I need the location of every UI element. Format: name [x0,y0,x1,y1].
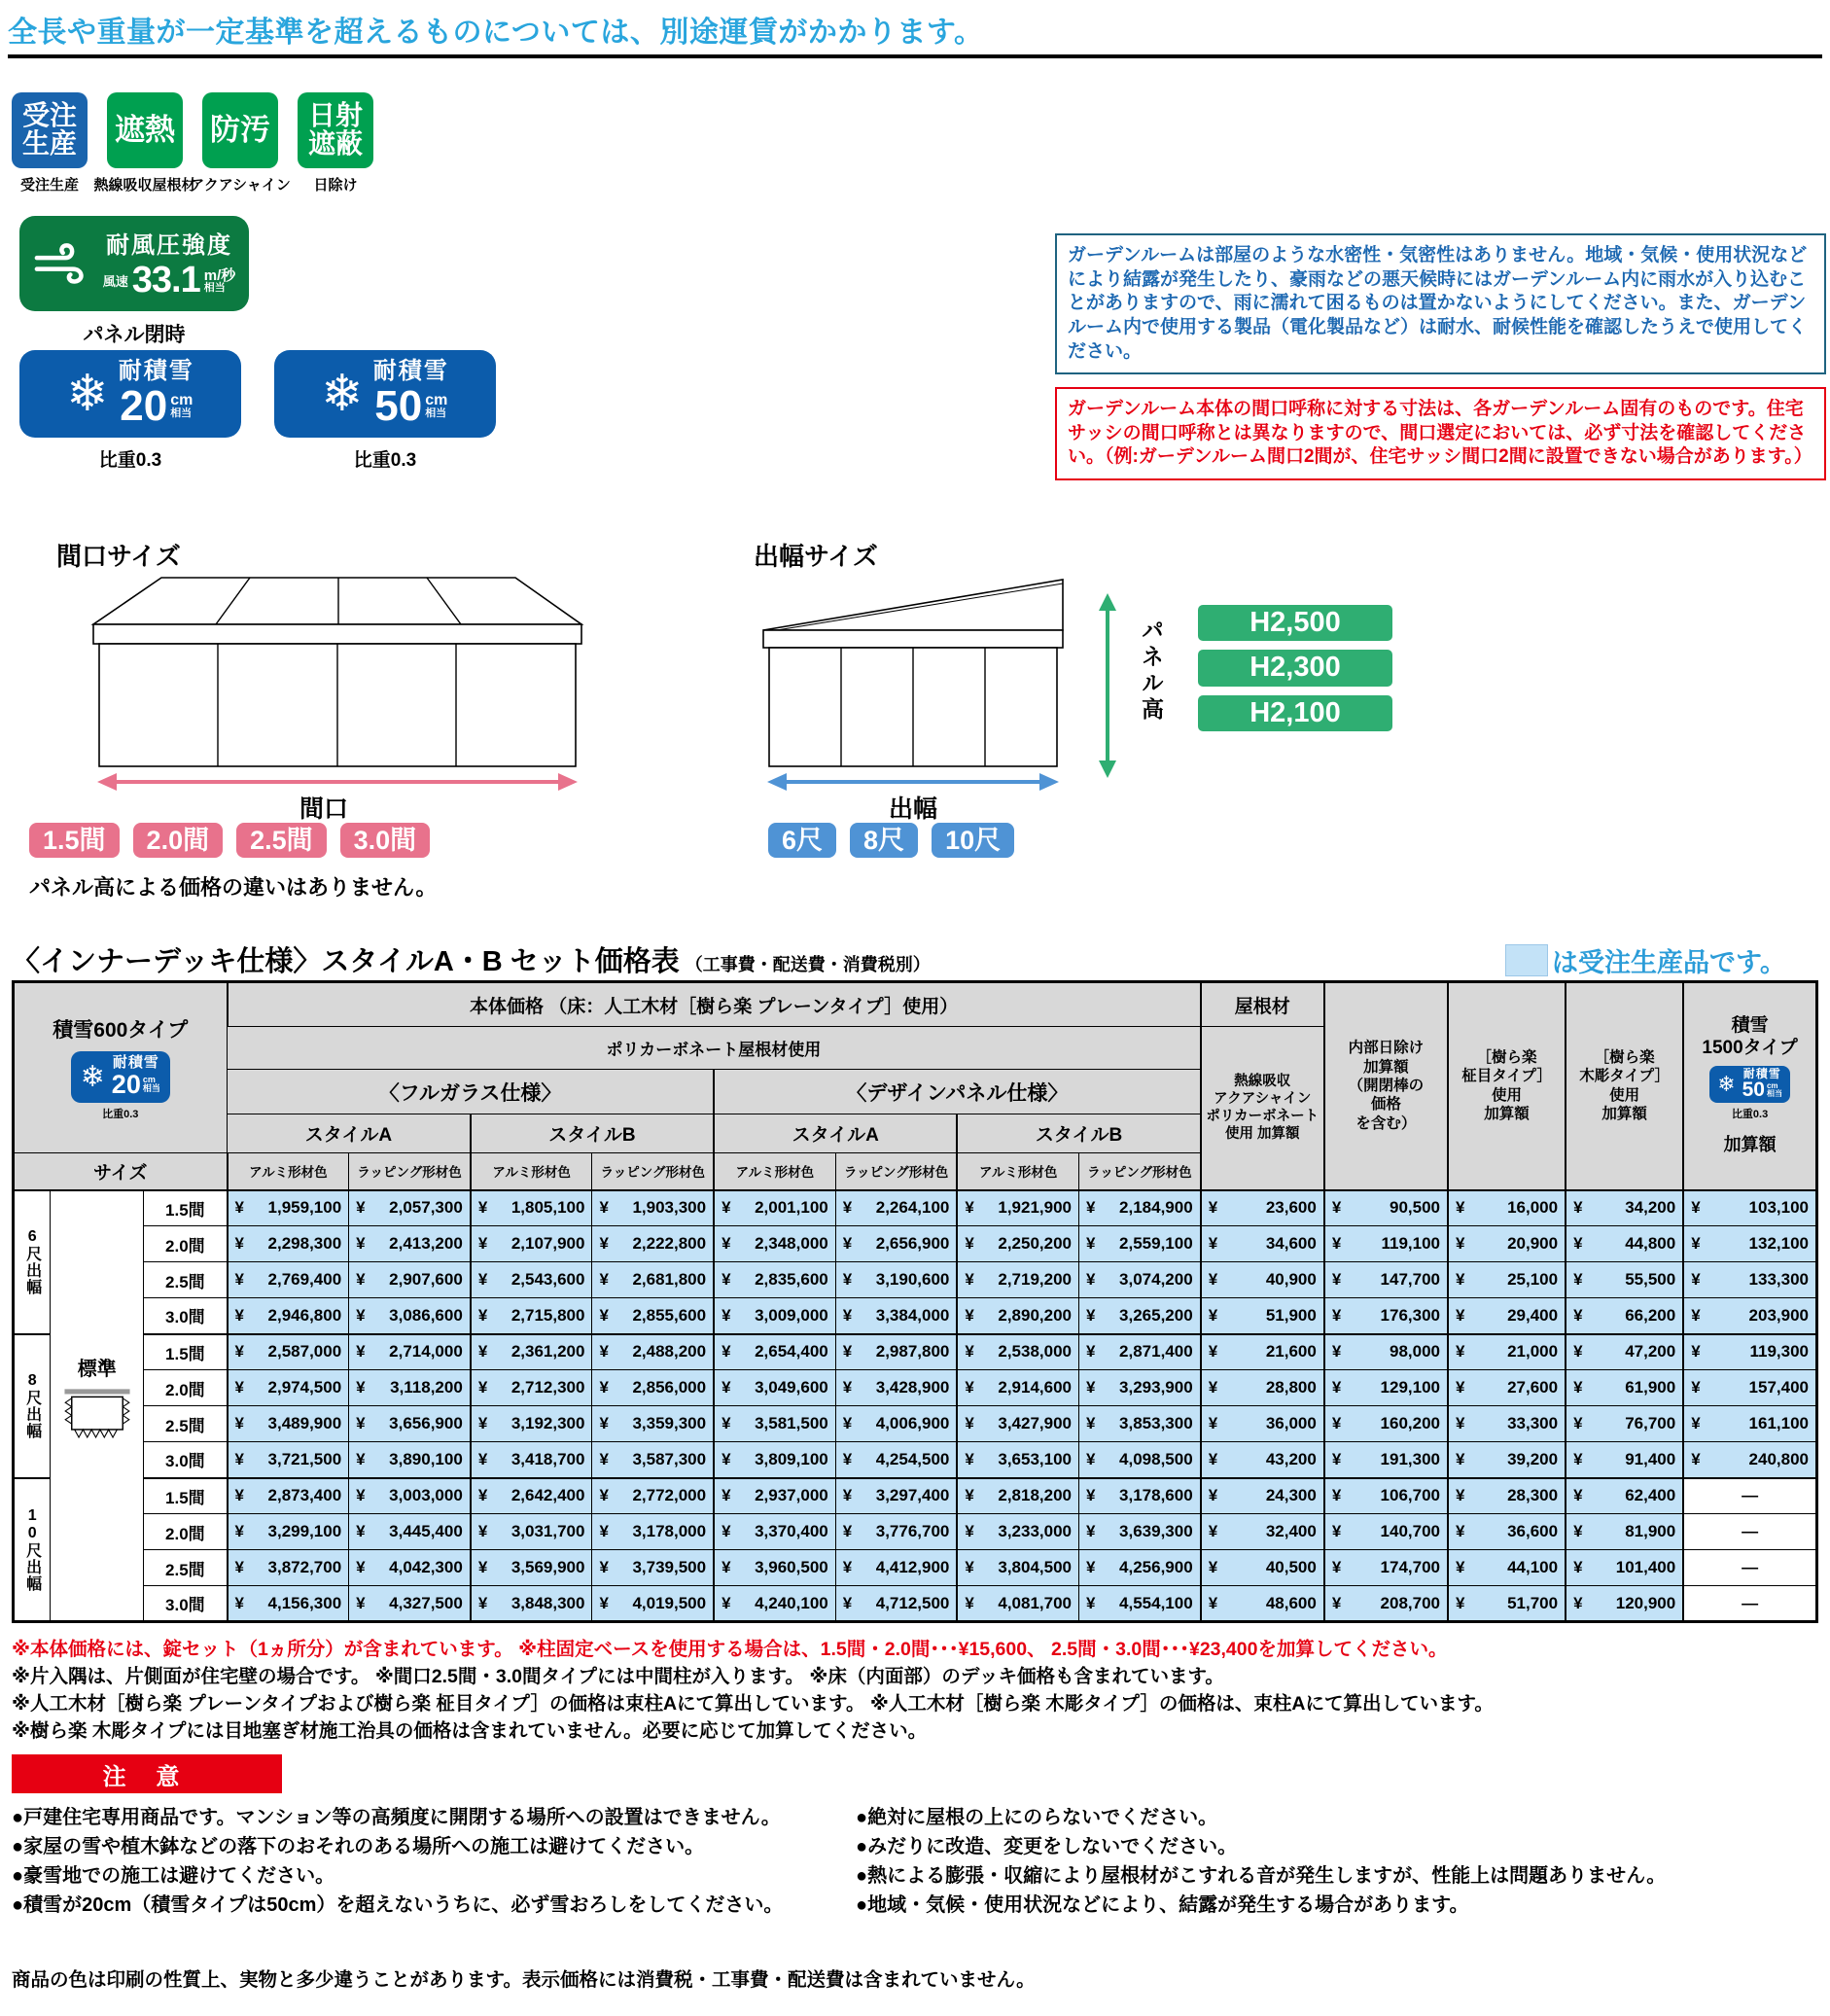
price-row [14,1550,1817,1586]
sun-shade-icon: 日射 遮蔽 [298,92,373,168]
col-header-finish: ラッピング形材色 [835,1153,957,1190]
col-header-poly-roof: ポリカーボネート屋根材使用 [228,1027,1201,1070]
price-cell: ¥ 3,587,300 [592,1442,714,1478]
mokuchou-add-cell: ¥ 62,400 [1566,1478,1683,1514]
price-cell: ¥ 2,488,200 [592,1334,714,1370]
price-row [14,1478,1817,1514]
size-label: 1.5間 [144,1190,228,1226]
price-cell: ¥ 4,019,500 [592,1586,714,1622]
masame-add-cell: ¥ 39,200 [1448,1442,1566,1478]
caution-item: ●家屋の雪や植木鉢などの落下のおそれのある場所への施工は避けてください。 [12,1836,705,1857]
price-cell: ¥ 2,835,600 [714,1262,835,1298]
mokuchou-add-cell: ¥ 120,900 [1566,1586,1683,1622]
price-cell: ¥ 4,156,300 [228,1586,349,1622]
col-header-style-a: スタイルA [228,1114,471,1153]
col-header-mokuchou: ［樹ら楽 木彫タイプ］ 使用 加算額 [1566,982,1683,1190]
size-label: 2.0間 [144,1226,228,1262]
standard-label: 標準 [77,1359,117,1381]
roof-add-cell: ¥ 36,000 [1201,1406,1324,1442]
footnote: ※人工木材［樹ら楽 プレーンタイプおよび樹ら楽 柾目タイプ］の価格は束柱Aにて算出しています。 ※人工木材［樹ら楽 木彫タイプ］の価格は、束柱Aにて算出しています。 [12,1693,1494,1715]
debaba-size-badge: 10尺 [932,823,1014,858]
col-header-finish: アルミ形材色 [714,1153,835,1190]
snow1500-add-cell: ¥ 240,800 [1683,1442,1816,1478]
maguchi-badges [29,823,430,858]
debaba-diagram [754,574,1074,798]
masame-add-cell: ¥ 25,100 [1448,1262,1566,1298]
panel-height-badge: H2,100 [1198,695,1392,731]
price-table [12,980,1818,1623]
price-cell: ¥ 2,937,000 [714,1478,835,1514]
price-cell: ¥ 3,178,000 [592,1514,714,1550]
col-header-size: サイズ [14,1153,228,1190]
snowflake-icon: ❄ [66,366,109,422]
col-header-style-a: スタイルA [714,1114,957,1153]
roof-add-cell: ¥ 40,500 [1201,1550,1324,1586]
snow1500-add-cell: ¥ 103,100 [1683,1190,1816,1226]
price-cell: ¥ 3,427,900 [957,1406,1078,1442]
snow1500-add-cell: ¥ 133,300 [1683,1262,1816,1298]
size-label: 3.0間 [144,1442,228,1478]
shade-add-cell: ¥ 174,700 [1324,1550,1448,1586]
price-cell: ¥ 2,107,900 [471,1226,592,1262]
price-cell: ¥ 3,297,400 [835,1478,957,1514]
panel-height-label: パネル高 [1139,619,1164,724]
shade-add-cell: ¥ 147,700 [1324,1262,1448,1298]
price-cell: ¥ 2,642,400 [471,1478,592,1514]
price-cell: ¥ 3,293,900 [1079,1370,1201,1406]
price-cell: ¥ 4,554,100 [1079,1586,1201,1622]
roof-add-cell: ¥ 34,600 [1201,1226,1324,1262]
footnotes [12,1636,1494,1745]
col-header-type600: 積雪600タイプ ❄ 耐積雪 20 cm 相当 比重0.3 [14,982,228,1153]
caution-list-left [12,1803,848,1920]
price-cell: ¥ 3,890,100 [349,1442,471,1478]
order-production-icon: 受注 生産 [12,92,88,168]
price-cell: ¥ 2,715,800 [471,1298,592,1334]
maguchi-size-badge: 1.5間 [29,823,120,858]
price-cell: ¥ 4,006,900 [835,1406,957,1442]
price-cell: ¥ 3,003,000 [349,1478,471,1514]
snow1500-add-cell: — [1683,1586,1816,1622]
price-cell: ¥ 4,042,300 [349,1550,471,1586]
panel-height-badge: H2,500 [1198,605,1392,641]
col-header-finish: アルミ形材色 [471,1153,592,1190]
maguchi-diagram [37,574,611,798]
price-cell: ¥ 3,074,200 [1079,1262,1201,1298]
depth-label: 8尺出幅 [14,1334,51,1478]
price-cell: ¥ 4,081,700 [957,1586,1078,1622]
price-cell: ¥ 3,853,300 [1079,1406,1201,1442]
price-row [14,1334,1817,1370]
debaba-size-badge: 8尺 [850,823,918,858]
price-cell: ¥ 1,921,900 [957,1190,1078,1226]
size-label: 2.0間 [144,1514,228,1550]
snow-50-badge: ❄ 耐積雪 50 cm 相当 [274,350,496,438]
price-cell: ¥ 2,907,600 [349,1262,471,1298]
caution-item: ●絶対に屋根の上にのらないでください。 [856,1807,1218,1828]
price-cell: ¥ 2,712,300 [471,1370,592,1406]
heat-shield-icon: 遮熱 [107,92,183,168]
masame-add-cell: ¥ 36,600 [1448,1514,1566,1550]
maguchi-size-badge: 2.0間 [133,823,224,858]
price-cell: ¥ 2,890,200 [957,1298,1078,1334]
price-cell: ¥ 2,057,300 [349,1190,471,1226]
caution-list-right [856,1803,1828,1920]
masame-add-cell: ¥ 28,300 [1448,1478,1566,1514]
col-header-finish: ラッピング形材色 [349,1153,471,1190]
roof-add-cell: ¥ 24,300 [1201,1478,1324,1514]
caution-item: ●みだりに改造、変更をしないでください。 [856,1836,1238,1857]
price-row [14,1514,1817,1550]
bottom-note: 商品の色は印刷の性質上、実物と多少違うことがあります。表示価格には消費税・工事費・配送費は含まれていません。 [12,1969,1036,1991]
masame-add-cell: ¥ 33,300 [1448,1406,1566,1442]
price-cell: ¥ 2,264,100 [835,1190,957,1226]
shade-add-cell: ¥ 90,500 [1324,1190,1448,1226]
shade-add-cell: ¥ 106,700 [1324,1478,1448,1514]
price-cell: ¥ 3,118,200 [349,1370,471,1406]
price-cell: ¥ 2,413,200 [349,1226,471,1262]
debaba-badges [768,823,1014,858]
standard-cell [51,1190,144,1622]
price-cell: ¥ 3,418,700 [471,1442,592,1478]
price-table-title: 〈インナーデッキ仕様〉スタイルA・B セット価格表 （工事費・配送費・消費税別） [12,946,931,977]
price-cell: ¥ 4,256,900 [1079,1550,1201,1586]
footnote: ※樹ら楽 木彫タイプには目地塞ぎ材施工治具の価格は含まれていません。必要に応じて加算してください。 [12,1720,928,1742]
price-cell: ¥ 2,772,000 [592,1478,714,1514]
price-cell: ¥ 2,298,300 [228,1226,349,1262]
antifouling-icon: 防汚 [202,92,278,168]
roof-add-cell: ¥ 48,600 [1201,1586,1324,1622]
col-header-design-panel: 〈デザインパネル仕様〉 [714,1070,1201,1114]
masame-add-cell: ¥ 27,600 [1448,1370,1566,1406]
shade-add-cell: ¥ 140,700 [1324,1514,1448,1550]
caution-title-box: 注 意 [12,1754,282,1793]
snowflake-icon: ❄ [80,1060,105,1093]
price-cell: ¥ 2,654,400 [714,1334,835,1370]
mokuchou-add-cell: ¥ 81,900 [1566,1514,1683,1550]
maguchi-arrow-label: 間口 [299,796,348,823]
col-header-finish: アルミ形材色 [957,1153,1078,1190]
col-header-roof: 屋根材 [1201,982,1324,1027]
price-cell: ¥ 2,914,600 [957,1370,1078,1406]
debaba-size-title: 出幅サイズ [754,542,878,571]
panel-height-arrow [1095,593,1120,783]
feature-caption: 熱線吸収屋根材 [93,177,196,194]
price-cell: ¥ 2,001,100 [714,1190,835,1226]
price-cell: ¥ 4,254,500 [835,1442,957,1478]
price-cell: ¥ 3,370,400 [714,1514,835,1550]
col-header-finish: ラッピング形材色 [592,1153,714,1190]
col-header-style-b: スタイルB [957,1114,1200,1153]
masame-add-cell: ¥ 16,000 [1448,1190,1566,1226]
col-header-finish: アルミ形材色 [228,1153,349,1190]
size-label: 1.5間 [144,1334,228,1370]
price-cell: ¥ 1,805,100 [471,1190,592,1226]
price-cell: ¥ 3,086,600 [349,1298,471,1334]
legend-color-swatch [1505,944,1548,976]
page-title: 全長や重量が一定基準を超えるものについては、別途運賃がかかります。 [8,17,984,49]
depth-label: 6尺出幅 [14,1190,51,1334]
mokuchou-add-cell: ¥ 47,200 [1566,1334,1683,1370]
price-row [14,1442,1817,1478]
snow1500-add-cell: ¥ 132,100 [1683,1226,1816,1262]
shade-add-cell: ¥ 176,300 [1324,1298,1448,1334]
masame-add-cell: ¥ 21,000 [1448,1334,1566,1370]
price-cell: ¥ 2,543,600 [471,1262,592,1298]
snow1500-add-cell: ¥ 203,900 [1683,1298,1816,1334]
col-header-full-glass: 〈フルガラス仕様〉 [228,1070,715,1114]
price-cell: ¥ 3,569,900 [471,1550,592,1586]
price-cell: ¥ 3,489,900 [228,1406,349,1442]
masame-add-cell: ¥ 20,900 [1448,1226,1566,1262]
mokuchou-add-cell: ¥ 55,500 [1566,1262,1683,1298]
price-cell: ¥ 3,428,900 [835,1370,957,1406]
price-cell: ¥ 3,178,600 [1079,1478,1201,1514]
price-row [14,1586,1817,1622]
size-label: 2.5間 [144,1262,228,1298]
maguchi-size-title: 間口サイズ [56,542,181,571]
size-label: 2.0間 [144,1370,228,1406]
snow1500-add-cell: ¥ 161,100 [1683,1406,1816,1442]
price-cell: ¥ 2,222,800 [592,1226,714,1262]
roof-add-cell: ¥ 43,200 [1201,1442,1324,1478]
roof-add-cell: ¥ 40,900 [1201,1262,1324,1298]
mokuchou-add-cell: ¥ 61,900 [1566,1370,1683,1406]
price-cell: ¥ 3,804,500 [957,1550,1078,1586]
masame-add-cell: ¥ 29,400 [1448,1298,1566,1334]
wind-icon [33,239,95,289]
price-cell: ¥ 3,872,700 [228,1550,349,1586]
snow-50-mini-badge: ❄ 耐積雪 50 cm 相当 [1709,1066,1790,1104]
snow-20-mini-badge: ❄ 耐積雪 20 cm 相当 [71,1051,170,1102]
shade-add-cell: ¥ 191,300 [1324,1442,1448,1478]
col-header-style-b: スタイルB [471,1114,714,1153]
mokuchou-add-cell: ¥ 76,700 [1566,1406,1683,1442]
price-cell: ¥ 2,559,100 [1079,1226,1201,1262]
size-label: 3.0間 [144,1586,228,1622]
wind-resistance-badge [19,216,249,311]
price-cell: ¥ 4,327,500 [349,1586,471,1622]
roof-add-cell: ¥ 32,400 [1201,1514,1324,1550]
price-row [14,1262,1817,1298]
col-header-roof-sub: 熱線吸収 アクアシャイン ポリカーボネート 使用 加算額 [1201,1027,1324,1190]
col-header-main-price: 本体価格 （床：人工木材［樹ら楽 プレーンタイプ］使用） [228,982,1201,1027]
snowflake-icon: ❄ [321,366,364,422]
masame-add-cell: ¥ 44,100 [1448,1550,1566,1586]
snow-20-badge: ❄ 耐積雪 20 cm 相当 [19,350,241,438]
price-cell: ¥ 1,959,100 [228,1190,349,1226]
price-cell: ¥ 2,361,200 [471,1334,592,1370]
price-cell: ¥ 3,359,300 [592,1406,714,1442]
panel-height-badge: H2,300 [1198,650,1392,686]
shade-add-cell: ¥ 119,100 [1324,1226,1448,1262]
footnote: ※片入隅は、片側面が住宅壁の場合です。 ※間口2.5間・3.0間タイプには中間柱が入ります。 ※床（内面部）のデッキ価格も含まれています。 [12,1666,1224,1687]
caution-item: ●戸建住宅専用商品です。マンション等の高頻度に開閉する場所への設置はできません。 [12,1807,781,1828]
price-cell: ¥ 3,960,500 [714,1550,835,1586]
roof-add-cell: ¥ 28,800 [1201,1370,1324,1406]
price-cell: ¥ 2,348,000 [714,1226,835,1262]
price-cell: ¥ 3,639,300 [1079,1514,1201,1550]
price-cell: ¥ 2,587,000 [228,1334,349,1370]
price-cell: ¥ 4,240,100 [714,1586,835,1622]
price-row [14,1190,1817,1226]
size-label: 2.5間 [144,1406,228,1442]
feature-caption: 日除け [313,177,358,194]
snow1500-add-cell: — [1683,1478,1816,1514]
shade-add-cell: ¥ 98,000 [1324,1334,1448,1370]
feature-badge-heat-shield [93,92,196,195]
panel-height-note: パネル高による価格の違いはありません。 [29,875,438,900]
price-cell: ¥ 2,538,000 [957,1334,1078,1370]
price-cell: ¥ 1,903,300 [592,1190,714,1226]
snowflake-icon: ❄ [1717,1072,1736,1097]
price-cell: ¥ 2,818,200 [957,1478,1078,1514]
price-cell: ¥ 3,049,600 [714,1370,835,1406]
price-cell: ¥ 2,871,400 [1079,1334,1201,1370]
feature-badges [8,92,377,195]
price-cell: ¥ 3,190,600 [835,1262,957,1298]
moisture-notice-box: ガーデンルームは部屋のような水密性・気密性はありません。地域・気候・使用状況などにより結露が発生したり、豪雨などの悪天候時にはガーデンルーム内に雨水が入り込むことがありますので、雨に濡れて困るものは置かないようにしてください。また、ガーデンルーム内で使用する製品（電化製品など）は耐水、耐候性能を確認したうえで使用してください。 [1055,233,1826,374]
mokuchou-add-cell: ¥ 44,800 [1566,1226,1683,1262]
price-cell: ¥ 3,265,200 [1079,1298,1201,1334]
price-cell: ¥ 2,681,800 [592,1262,714,1298]
price-row [14,1406,1817,1442]
footnote: ※本体価格には、錠セット（1ヵ所分）が含まれています。 ※柱固定ベースを使用する場合は、1.5間・2.0間･･･¥15,600、 2.5間・3.0間･･･¥23,400を加算してください。 [12,1639,1448,1660]
shade-add-cell: ¥ 160,200 [1324,1406,1448,1442]
price-cell: ¥ 3,384,000 [835,1298,957,1334]
price-cell: ¥ 3,299,100 [228,1514,349,1550]
standard-plan-icon [54,1385,140,1458]
price-cell: ¥ 3,739,500 [592,1550,714,1586]
col-header-masame: ［樹ら楽 柾目タイプ］ 使用 加算額 [1448,982,1566,1190]
caution-item: ●積雪が20cm（積雪タイプは50cm）を超えないうちに、必ず雪おろしをしてください。 [12,1894,784,1916]
maguchi-size-badge: 2.5間 [236,823,327,858]
price-cell: ¥ 3,721,500 [228,1442,349,1478]
col-header-inner-shade: 内部日除け 加算額 （開閉棒の 価格 を含む） [1324,982,1448,1190]
col-header-finish: ラッピング形材色 [1079,1153,1201,1190]
price-row [14,1370,1817,1406]
price-cell: ¥ 2,719,200 [957,1262,1078,1298]
price-cell: ¥ 3,776,700 [835,1514,957,1550]
size-label: 2.5間 [144,1550,228,1586]
price-cell: ¥ 2,714,000 [349,1334,471,1370]
price-cell: ¥ 2,856,000 [592,1370,714,1406]
maguchi-size-badge: 3.0間 [340,823,431,858]
price-cell: ¥ 4,712,500 [835,1586,957,1622]
title-underline [8,54,1822,58]
panel-height-badges [1198,605,1392,731]
price-cell: ¥ 3,192,300 [471,1406,592,1442]
price-cell: ¥ 2,250,200 [957,1226,1078,1262]
caution-item: ●地域・気候・使用状況などにより、結露が発生する場合があります。 [856,1894,1469,1916]
snow1500-add-cell: — [1683,1514,1816,1550]
snow1500-add-cell: — [1683,1550,1816,1586]
roof-add-cell: ¥ 21,600 [1201,1334,1324,1370]
price-cell: ¥ 3,445,400 [349,1514,471,1550]
price-cell: ¥ 3,848,300 [471,1586,592,1622]
snow-20-caption: 比重0.3 [98,450,162,471]
size-label: 3.0間 [144,1298,228,1334]
wind-resistance-text: 耐風圧強度 風速 33.1 m/秒 相当 [102,232,236,301]
shade-add-cell: ¥ 129,100 [1324,1370,1448,1406]
price-table-body [14,1190,1817,1622]
price-cell: ¥ 2,974,500 [228,1370,349,1406]
price-cell: ¥ 3,809,100 [714,1442,835,1478]
dimension-notice-box: ガーデンルーム本体の間口呼称に対する寸法は、各ガーデンルーム固有のものです。住宅サッシの間口呼称とは異なりますので、間口選定においては、必ず寸法を確認してください。（例:ガーデンルーム間口2間が、住宅サッシ間口2間に設置できない場合があります。） [1055,387,1826,480]
price-row [14,1298,1817,1334]
price-cell: ¥ 4,412,900 [835,1550,957,1586]
feature-badge-order-production [8,92,91,195]
price-cell: ¥ 2,946,800 [228,1298,349,1334]
price-cell: ¥ 3,581,500 [714,1406,835,1442]
price-cell: ¥ 2,873,400 [228,1478,349,1514]
feature-caption: アクアシャイン [190,177,291,194]
order-production-legend: は受注生産品です。 [1505,941,1786,979]
depth-label: 10尺出幅 [14,1478,51,1622]
feature-badge-sun-shade [294,92,377,195]
price-cell: ¥ 2,987,800 [835,1334,957,1370]
mokuchou-add-cell: ¥ 34,200 [1566,1190,1683,1226]
roof-add-cell: ¥ 23,600 [1201,1190,1324,1226]
price-cell: ¥ 2,769,400 [228,1262,349,1298]
caution-item: ●豪雪地での施工は避けてください。 [12,1865,335,1887]
mokuchou-add-cell: ¥ 91,400 [1566,1442,1683,1478]
price-row [14,1226,1817,1262]
price-cell: ¥ 4,098,500 [1079,1442,1201,1478]
feature-caption: 受注生産 [19,177,79,194]
price-cell: ¥ 3,233,000 [957,1514,1078,1550]
roof-add-cell: ¥ 51,900 [1201,1298,1324,1334]
price-cell: ¥ 3,653,100 [957,1442,1078,1478]
feature-badge-antifouling [190,92,291,195]
shade-add-cell: ¥ 208,700 [1324,1586,1448,1622]
size-label: 1.5間 [144,1478,228,1514]
wind-caption: パネル閉時 [83,324,186,346]
caution-item: ●熱による膨張・収縮により屋根材がこすれる音が発生しますが、性能上は問題ありません。 [856,1865,1667,1887]
price-cell: ¥ 3,031,700 [471,1514,592,1550]
price-cell: ¥ 2,855,600 [592,1298,714,1334]
masame-add-cell: ¥ 51,700 [1448,1586,1566,1622]
price-cell: ¥ 2,184,900 [1079,1190,1201,1226]
debaba-arrow-label: 出幅 [888,796,937,823]
price-cell: ¥ 3,009,000 [714,1298,835,1334]
snow1500-add-cell: ¥ 157,400 [1683,1370,1816,1406]
debaba-size-badge: 6尺 [768,823,836,858]
col-header-type1500: 積雪 1500タイプ ❄ 耐積雪 50 cm 相当 比重0.3 加算額 [1683,982,1816,1190]
mokuchou-add-cell: ¥ 101,400 [1566,1550,1683,1586]
price-cell: ¥ 3,656,900 [349,1406,471,1442]
price-cell: ¥ 2,656,900 [835,1226,957,1262]
snow1500-add-cell: ¥ 119,300 [1683,1334,1816,1370]
snow-50-caption: 比重0.3 [353,450,417,471]
mokuchou-add-cell: ¥ 66,200 [1566,1298,1683,1334]
